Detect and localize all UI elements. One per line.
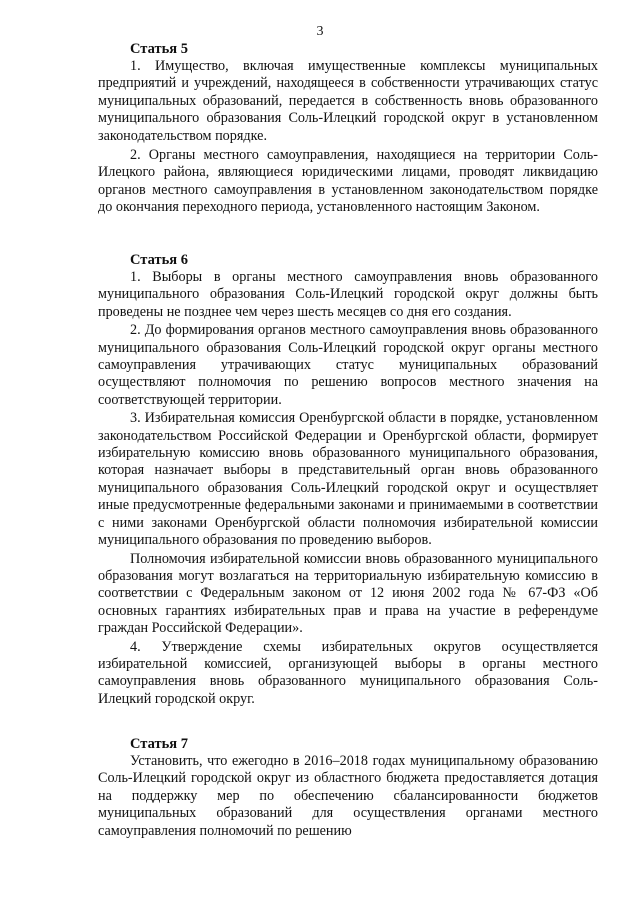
article-paragraph: 1. Выборы в органы местного самоуправления вновь образованного муниципального образования Соль-Илецкий городской округ должны быть проведены не позднее чем через шесть месяцев со дня его создания. [98,269,598,320]
article-heading: Статья 7 [130,736,188,752]
article-paragraph: Установить, что ежегодно в 2016–2018 годах муниципальному образованию Соль-Илецкий городской округ из областного бюджета предоставляется дотация на поддержку мер по обеспечению сбалансированности бюджетов муниципальных образований для осуществления органами местного самоуправления полномочий по решению [98,753,598,839]
article-6 [98,251,598,709]
article-paragraph: 4. Утверждение схемы избирательных округов осуществляется избирательной комиссией, организующей выборы в органы местного самоуправления вновь образованного муниципального образования Соль-Илецкий городской округ. [98,638,598,707]
article-paragraph: Полномочия избирательной комиссии вновь образованного муниципального образования могут возлагаться на территориальную избирательную комиссию в соответствии с Федеральным законом от 12 июня 2002 года № 67-ФЗ «Об основных гарантиях избирательных прав и права на участие в референдуме граждан Российской Федерации». [98,550,598,637]
article-heading: Статья 5 [130,41,188,57]
article-paragraph: 3. Избирательная комиссия Оренбургской области в порядке, установленном законодательством Российской Федерации и Оренбургской области, формирует избирательную комиссию вновь образованного муниципального образования, которая назначает выборы в представительный орган вновь образованного муниципального образования Соль-Илецкий городской округ и осуществляет иные предусмотренные федеральными законами и принимаемыми в соответствии с ними законами Оренбургской области полномочия избирательной комиссии муниципального образования по проведению выборов. [98,410,598,549]
article-paragraph: 2. До формирования органов местного самоуправления вновь образованного муниципального образования Соль-Илецкий городской округ органы местного самоуправления утрачивающих статус муниципальных образований осуществляют полномочия по решению вопросов местного значения на соответствующей территории. [98,322,598,408]
article-paragraph: 2. Органы местного самоуправления, находящиеся на территории Соль-Илецкого района, являющиеся юридическими лицами, проводят ликвидацию органов местного самоуправления в установленном законодательством порядке до окончания переходного периода, установленного настоящим Законом. [98,147,598,216]
article-7 [98,735,598,842]
article-5 [98,40,598,219]
article-paragraph: 1. Имущество, включая имущественные комплексы муниципальных предприятий и учреждений, находящееся в собственности утрачивающих статус муниципальных образований, передается в собственность вновь образованного муниципального образования Соль-Илецкий городской округ в установленном законодательством порядке. [98,58,598,144]
page-number: 3 [316,24,324,39]
article-heading: Статья 6 [130,252,188,268]
